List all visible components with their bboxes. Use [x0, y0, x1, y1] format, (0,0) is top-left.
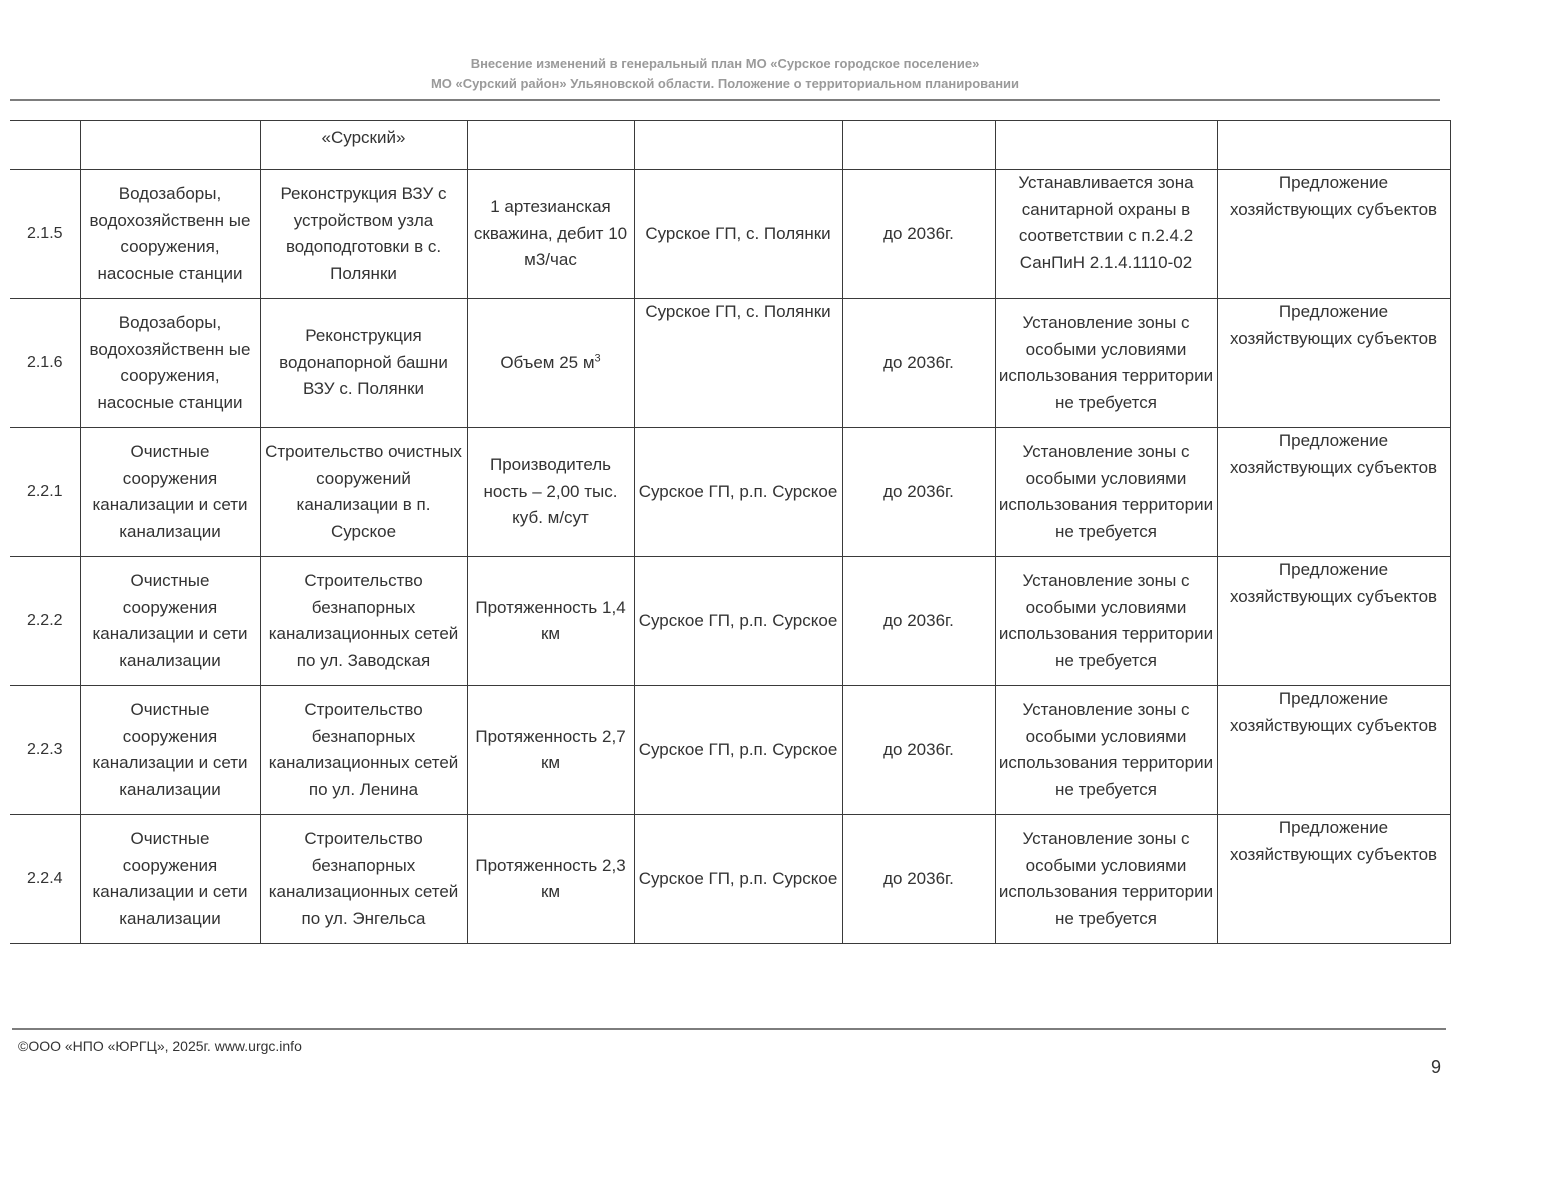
- row-number: 2.2.1: [10, 428, 80, 557]
- table-cell: [634, 121, 842, 170]
- table-cell-stub-text: «Сурский»: [260, 121, 467, 170]
- object-location: Сурское ГП, с. Полянки: [634, 170, 842, 299]
- implementation-term: до 2036г.: [842, 686, 995, 815]
- object-location: Сурское ГП, р.п. Сурское: [634, 815, 842, 944]
- object-name: Строительство безнапорных канализационных сетей по ул. Энгельса: [260, 815, 467, 944]
- table-cell: [1217, 121, 1450, 170]
- planning-table: [10, 120, 1451, 944]
- object-location: Сурское ГП, р.п. Сурское: [634, 557, 842, 686]
- object-name: Строительство очистных сооружений канализации в п. Сурское: [260, 428, 467, 557]
- object-name: Реконструкция водонапорной башни ВЗУ с. Полянки: [260, 299, 467, 428]
- row-number: 2.2.4: [10, 815, 80, 944]
- header-line-2: МО «Сурский район» Ульяновской области. Положение о территориальном планировании: [430, 76, 1020, 91]
- table-row: [10, 686, 1450, 815]
- proposal-source: Предложение хозяйствующих субъектов: [1217, 428, 1450, 557]
- object-name: Строительство безнапорных канализационных сетей по ул. Заводская: [260, 557, 467, 686]
- row-number: 2.1.6: [10, 299, 80, 428]
- table-cell: [10, 121, 80, 170]
- object-parameters: 1 артезианская скважина, дебит 10 м3/час: [467, 170, 634, 299]
- implementation-term: до 2036г.: [842, 428, 995, 557]
- object-parameters: Производитель ность – 2,00 тыс. куб. м/сут: [467, 428, 634, 557]
- restriction-zone: Установление зоны с особыми условиями использования территории не требуется: [995, 686, 1217, 815]
- row-number: 2.2.2: [10, 557, 80, 686]
- object-type: Водозаборы, водохозяйственн ые сооружения, насосные станции: [80, 170, 260, 299]
- proposal-source: Предложение хозяйствующих субъектов: [1217, 815, 1450, 944]
- restriction-zone: Установление зоны с особыми условиями использования территории не требуется: [995, 815, 1217, 944]
- table-cell: [995, 121, 1217, 170]
- table-row: [10, 299, 1450, 428]
- header-divider: [10, 99, 1440, 101]
- page-header: [10, 54, 1440, 94]
- implementation-term: до 2036г.: [842, 815, 995, 944]
- object-type: Очистные сооружения канализации и сети канализации: [80, 428, 260, 557]
- footer-copyright: ©ООО «НПО «ЮРГЦ», 2025г. www.urgc.info: [18, 1038, 302, 1054]
- table-cell: [80, 121, 260, 170]
- restriction-zone: Установление зоны с особыми условиями использования территории не требуется: [995, 428, 1217, 557]
- table-row: [10, 428, 1450, 557]
- table-cell: [467, 121, 634, 170]
- restriction-zone: Устанавливается зона санитарной охраны в соответствии с п.2.4.2 СанПиН 2.1.4.1110-02: [995, 170, 1217, 299]
- implementation-term: до 2036г.: [842, 299, 995, 428]
- header-line-1: Внесение изменений в генеральный план МО «Сурское городское поселение»: [470, 56, 980, 71]
- page-number: 9: [1431, 1057, 1442, 1077]
- object-parameters: Протяженность 2,7 км: [467, 686, 634, 815]
- restriction-zone: Установление зоны с особыми условиями использования территории не требуется: [995, 299, 1217, 428]
- object-location: Сурское ГП, р.п. Сурское: [634, 428, 842, 557]
- table-row: [10, 815, 1450, 944]
- object-name: Строительство безнапорных канализационных сетей по ул. Ленина: [260, 686, 467, 815]
- implementation-term: до 2036г.: [842, 170, 995, 299]
- row-number: 2.2.3: [10, 686, 80, 815]
- proposal-source: Предложение хозяйствующих субъектов: [1217, 686, 1450, 815]
- object-type: Водозаборы, водохозяйственн ые сооружения, насосные станции: [80, 299, 260, 428]
- proposal-source: Предложение хозяйствующих субъектов: [1217, 299, 1450, 428]
- object-type: Очистные сооружения канализации и сети канализации: [80, 557, 260, 686]
- table-cell: [842, 121, 995, 170]
- object-parameters: Протяженность 1,4 км: [467, 557, 634, 686]
- proposal-source: Предложение хозяйствующих субъектов: [1217, 557, 1450, 686]
- proposal-source: Предложение хозяйствующих субъектов: [1217, 170, 1450, 299]
- row-number: 2.1.5: [10, 170, 80, 299]
- cubic-superscript: 3: [594, 352, 601, 365]
- table-row: [10, 170, 1450, 299]
- object-name: Реконструкция ВЗУ с устройством узла водоподготовки в с. Полянки: [260, 170, 467, 299]
- object-type: Очистные сооружения канализации и сети канализации: [80, 815, 260, 944]
- object-location: Сурское ГП, с. Полянки: [634, 299, 842, 428]
- parameters-text: Объем 25 м: [500, 352, 595, 372]
- table-row: [10, 557, 1450, 686]
- object-location: Сурское ГП, р.п. Сурское: [634, 686, 842, 815]
- restriction-zone: Установление зоны с особыми условиями использования территории не требуется: [995, 557, 1217, 686]
- object-parameters: Протяженность 2,3 км: [467, 815, 634, 944]
- table-row-continuation: [10, 121, 1450, 170]
- object-type: Очистные сооружения канализации и сети канализации: [80, 686, 260, 815]
- object-parameters: [467, 299, 634, 428]
- implementation-term: до 2036г.: [842, 557, 995, 686]
- footer-divider: [12, 1028, 1446, 1030]
